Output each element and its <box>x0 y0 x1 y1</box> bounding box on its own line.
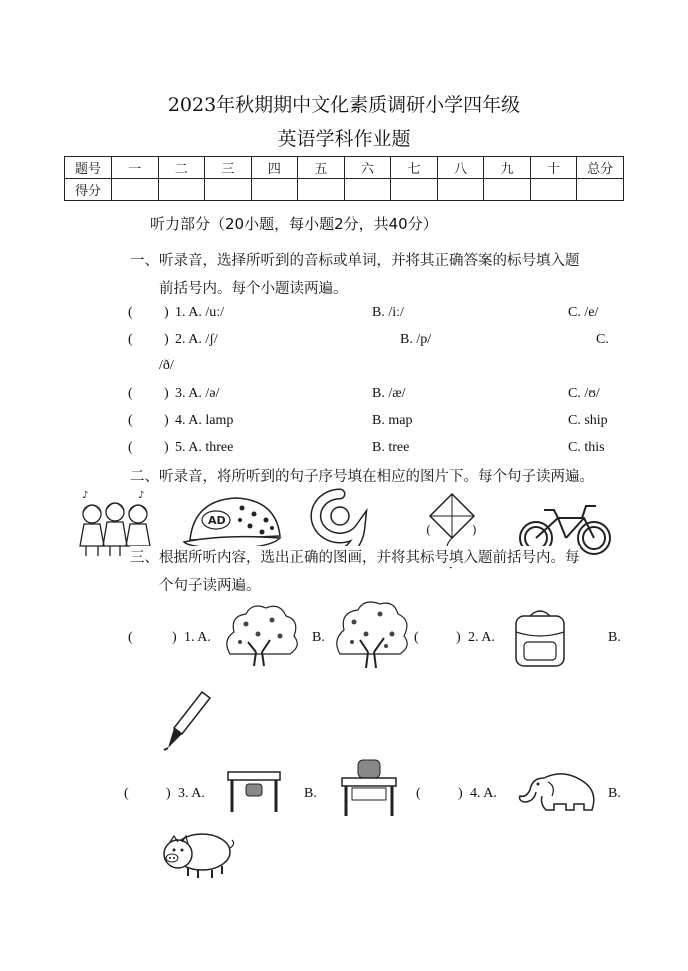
page-subtitle: 英语学科作业题 <box>277 128 411 150</box>
score-entry-cell[interactable] <box>298 179 345 201</box>
answer-paren-open[interactable]: ( <box>416 786 421 801</box>
schoolbag-picture <box>510 606 570 670</box>
desk-with-bag-on-picture <box>338 756 400 818</box>
answer-paren-close[interactable]: ) <box>456 630 461 645</box>
answer-paren-open[interactable]: ( <box>414 630 419 645</box>
table-cell: 五 <box>298 157 345 179</box>
answer-paren-close[interactable]: ) <box>458 786 463 801</box>
option-b: B. map <box>372 413 413 428</box>
answer-paren-close[interactable]: ) <box>166 786 171 801</box>
score-entry-cell[interactable] <box>437 179 484 201</box>
answer-paren-close[interactable]: ) <box>164 440 169 455</box>
section1-instruction-cont: 前括号内。每个小题读两遍。 <box>159 281 348 297</box>
option-c-wrap: /ð/ <box>159 358 174 373</box>
option-c: C. ship <box>568 413 608 428</box>
score-table <box>64 156 624 201</box>
answer-paren-open[interactable]: ( <box>128 386 133 401</box>
score-entry-cell[interactable] <box>158 179 205 201</box>
option-c: C. /ʊ/ <box>568 386 600 401</box>
table-cell: 九 <box>484 157 531 179</box>
desk-with-bag-under-picture <box>224 766 284 816</box>
svg-text:): ) <box>472 523 477 537</box>
answer-paren-open[interactable]: ( <box>124 786 129 801</box>
svg-text:♪: ♪ <box>82 490 89 501</box>
table-cell: 七 <box>391 157 438 179</box>
section2-instruction: 二、听录音，将所听到的句子序号填在相应的图片下。每个句子读两遍。 <box>130 469 594 485</box>
q1-option-a: 1. A. <box>184 630 211 645</box>
fountain-pen-picture <box>158 688 214 754</box>
pig-picture <box>158 828 234 880</box>
option-a: 4. A. lamp <box>175 413 234 428</box>
table-cell: 题号 <box>65 157 112 179</box>
answer-paren-open[interactable]: ( <box>128 630 133 645</box>
q2-option-b: B. <box>608 630 621 645</box>
option-a: 5. A. three <box>175 440 234 455</box>
score-entry-cell[interactable] <box>484 179 531 201</box>
q1-option-b: B. <box>312 630 325 645</box>
table-cell: 总分 <box>577 157 624 179</box>
q4-option-b: B. <box>608 786 621 801</box>
tree-birds-picture <box>222 604 298 668</box>
option-c: C. <box>596 332 609 347</box>
q3-option-a: 3. A. <box>178 786 205 801</box>
elephant-picture <box>514 768 600 818</box>
option-b: B. /iː/ <box>372 305 404 320</box>
answer-paren-close[interactable]: ) <box>164 386 169 401</box>
table-cell: 一 <box>112 157 159 179</box>
q2-option-a: 2. A. <box>468 630 495 645</box>
table-cell: 四 <box>251 157 298 179</box>
answer-paren-close[interactable]: ) <box>172 630 177 645</box>
option-c: C. this <box>568 440 605 455</box>
answer-paren-open[interactable]: ( <box>128 305 133 320</box>
answer-paren-close[interactable]: ) <box>164 305 169 320</box>
option-a: 3. A. /ə/ <box>175 386 220 401</box>
table-cell: 二 <box>158 157 205 179</box>
option-a: 1. A. /uː/ <box>175 305 225 320</box>
table-cell: 三 <box>205 157 252 179</box>
q3-option-b: B. <box>304 786 317 801</box>
cap-label: AD <box>208 514 226 527</box>
section3-instruction-cont: 个句子读两遍。 <box>159 578 261 594</box>
section1-instruction: 一、听录音，选择所听到的音标或单词，并将其正确答案的标号填入题 <box>130 253 580 269</box>
score-entry-cell[interactable] <box>205 179 252 201</box>
table-cell: 八 <box>437 157 484 179</box>
table-cell: 得分 <box>65 179 112 201</box>
svg-text:♪: ♪ <box>138 490 145 501</box>
option-b: B. /æ/ <box>372 386 406 401</box>
table-row <box>65 179 624 201</box>
table-row <box>65 157 624 179</box>
score-entry-cell[interactable] <box>251 179 298 201</box>
score-entry-cell[interactable] <box>391 179 438 201</box>
section3-instruction: 三、根据所听内容，选出正确的图画，并将其标号填入题前括号内。每 <box>130 546 580 567</box>
option-a: 2. A. /ʃ/ <box>175 332 218 347</box>
answer-paren-open[interactable]: ( <box>128 440 133 455</box>
svg-text:(: ( <box>426 523 431 537</box>
option-c: C. /e/ <box>568 305 599 320</box>
tree-nest-picture <box>332 600 408 670</box>
score-entry-cell[interactable] <box>112 179 159 201</box>
listening-heading: 听力部分（20小题，每小题2分，共40分） <box>150 215 438 233</box>
score-entry-cell[interactable] <box>530 179 577 201</box>
q4-option-a: 4. A. <box>470 786 497 801</box>
answer-paren-close[interactable]: ) <box>164 332 169 347</box>
table-cell: 十 <box>530 157 577 179</box>
table-cell: 六 <box>344 157 391 179</box>
answer-paren-open[interactable]: ( <box>128 413 133 428</box>
answer-paren-open[interactable]: ( <box>128 332 133 347</box>
page-title: 2023年秋期期中文化素质调研小学四年级 <box>167 94 521 116</box>
score-entry-cell[interactable] <box>344 179 391 201</box>
option-b: B. tree <box>372 440 410 455</box>
score-entry-cell[interactable] <box>577 179 624 201</box>
cap-picture <box>180 494 288 550</box>
answer-paren-close[interactable]: ) <box>164 413 169 428</box>
option-b: B. /p/ <box>400 332 432 347</box>
